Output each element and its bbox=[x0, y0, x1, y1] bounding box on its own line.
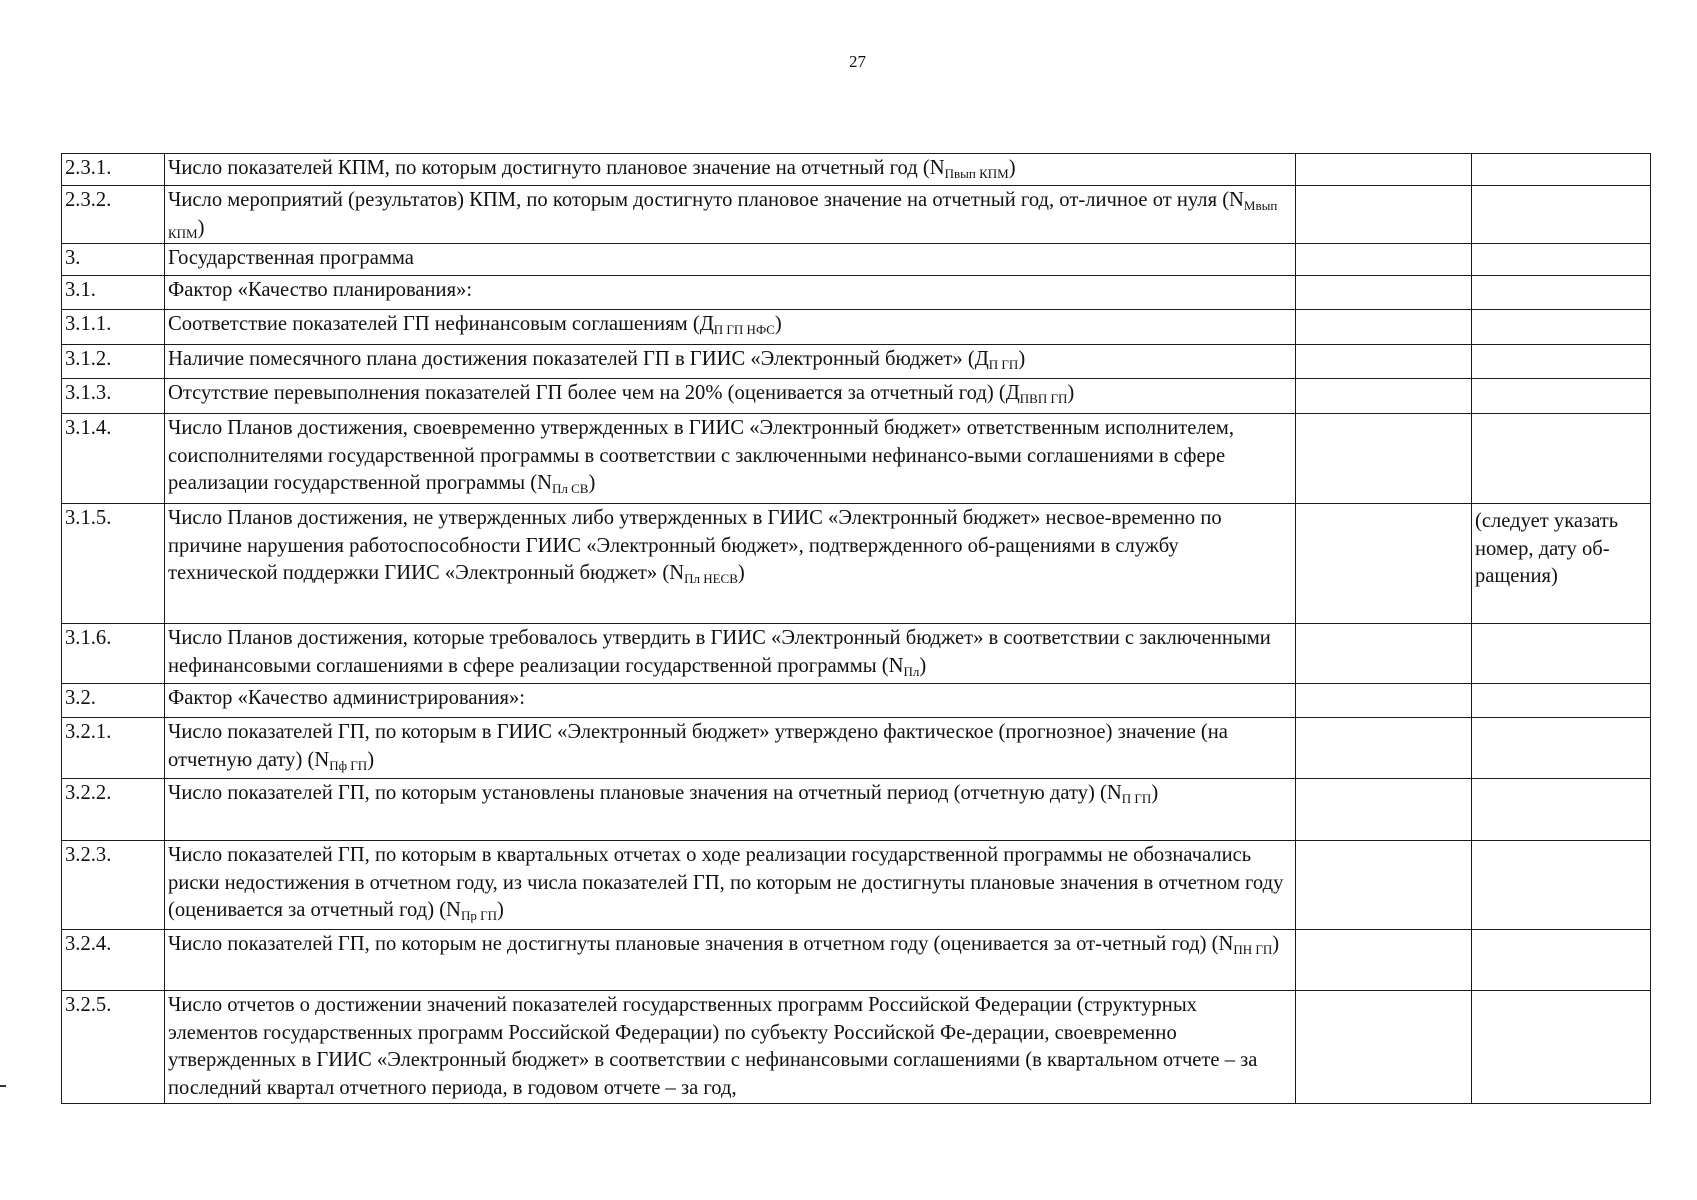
row-description: Фактор «Качество планирования»: bbox=[165, 276, 1296, 310]
row-description: Число Планов достижения, которые требовалось утвердить в ГИИС «Электронный бюджет» в соответствии с заключенными нефинансовыми соглашениями в сфере реализации государственной программы $(N_{Пл})$ bbox=[165, 624, 1296, 684]
value-cell bbox=[1296, 244, 1472, 276]
row-number: 3.1.5. bbox=[62, 504, 165, 624]
row-number: 3.1.1. bbox=[62, 310, 165, 345]
row-description: Государственная программа bbox=[165, 244, 1296, 276]
value-cell bbox=[1296, 276, 1472, 310]
table-row bbox=[62, 310, 1651, 345]
page-number: 27 bbox=[849, 52, 866, 71]
value-cell bbox=[1296, 930, 1472, 991]
row-number: 3.2.1. bbox=[62, 718, 165, 779]
value-cell bbox=[1296, 154, 1472, 186]
value-cell bbox=[1296, 310, 1472, 345]
table-row bbox=[62, 154, 1651, 186]
row-number: 3.1.2. bbox=[62, 345, 165, 379]
table-row bbox=[62, 779, 1651, 841]
note-cell bbox=[1472, 718, 1651, 779]
note-cell bbox=[1472, 414, 1651, 504]
row-number: 3.2.2. bbox=[62, 779, 165, 841]
value-cell bbox=[1296, 414, 1472, 504]
row-number: 3.1. bbox=[62, 276, 165, 310]
table-row bbox=[62, 276, 1651, 310]
value-cell bbox=[1296, 379, 1472, 414]
table-row bbox=[62, 718, 1651, 779]
value-cell bbox=[1296, 841, 1472, 930]
row-number: 3.2.4. bbox=[62, 930, 165, 991]
note-cell bbox=[1472, 991, 1651, 1104]
row-number: 3.2.5. bbox=[62, 991, 165, 1104]
row-description: Число Планов достижения, своевременно утвержденных в ГИИС «Электронный бюджет» ответственным исполнителем, соисполнителями государственной программы в соответствии с заключенными нефинансо-выми соглашениями в сфере реализации государственной программы $(N_{Пл СВ})$ bbox=[165, 414, 1296, 504]
table-row bbox=[62, 244, 1651, 276]
note-cell bbox=[1472, 276, 1651, 310]
note-cell bbox=[1472, 379, 1651, 414]
row-description: Число показателей КПМ, по которым достигнуто плановое значение на отчетный год $(N_{Пвып КПМ})$ bbox=[165, 154, 1296, 186]
note-cell bbox=[1472, 779, 1651, 841]
note-cell bbox=[1472, 186, 1651, 244]
value-cell bbox=[1296, 504, 1472, 624]
table-row bbox=[62, 930, 1651, 991]
note-cell bbox=[1472, 841, 1651, 930]
row-description: Отсутствие перевыполнения показателей ГП более чем на 20% (оценивается за отчетный год) $(Д_{ПВП ГП})$ bbox=[165, 379, 1296, 414]
row-description: Число Планов достижения, не утвержденных либо утвержденных в ГИИС «Электронный бюджет» несвое-временно по причине нарушения работоспособности ГИИС «Электронный бюджет», подтвержденного об-ращениями в службу технической поддержки ГИИС «Электронный бюджет» $(N_{Пл НЕСВ})$ bbox=[165, 504, 1296, 624]
note-cell bbox=[1472, 684, 1651, 718]
value-cell bbox=[1296, 718, 1472, 779]
row-description: Число показателей ГП, по которым в ГИИС «Электронный бюджет» утверждено фактическое (прогнозное) значение (на отчетную дату) $(N_{Пф ГП})$ bbox=[165, 718, 1296, 779]
row-number: 3.2. bbox=[62, 684, 165, 718]
table-row bbox=[62, 186, 1651, 244]
table-row bbox=[62, 504, 1651, 624]
row-description: Число показателей ГП, по которым не достигнуты плановые значения в отчетном году (оценивается за от-четный год) $(N_{ПН ГП})$ bbox=[165, 930, 1296, 991]
value-cell bbox=[1296, 991, 1472, 1104]
note-cell bbox=[1472, 930, 1651, 991]
row-number: 2.3.1. bbox=[62, 154, 165, 186]
row-number: 3.1.3. bbox=[62, 379, 165, 414]
note-cell bbox=[1472, 345, 1651, 379]
row-description: Соответствие показателей ГП нефинансовым соглашениям $(Д_{П ГП НФС})$ bbox=[165, 310, 1296, 345]
row-description: Наличие помесячного плана достижения показателей ГП в ГИИС «Электронный бюджет» $(Д_{П ГП})$ bbox=[165, 345, 1296, 379]
row-description: Число показателей ГП, по которым в квартальных отчетах о ходе реализации государственной программы не обозначались риски недостижения в отчетном году, из числа показателей ГП, по которым не достигнуты плановые значения в отчетном году (оценивается за отчетный год) $(N_{Пр ГП})$ bbox=[165, 841, 1296, 930]
note-cell bbox=[1472, 154, 1651, 186]
note-cell: (следует указать номер, дату об-ращения) bbox=[1472, 504, 1651, 624]
row-number: 3.1.4. bbox=[62, 414, 165, 504]
table-row bbox=[62, 684, 1651, 718]
value-cell bbox=[1296, 624, 1472, 684]
table-row bbox=[62, 345, 1651, 379]
note-cell bbox=[1472, 244, 1651, 276]
table-row bbox=[62, 379, 1651, 414]
value-cell bbox=[1296, 684, 1472, 718]
note-cell bbox=[1472, 310, 1651, 345]
table-row bbox=[62, 991, 1651, 1104]
row-number: 3. bbox=[62, 244, 165, 276]
row-number: 2.3.2. bbox=[62, 186, 165, 244]
row-number: 3.1.6. bbox=[62, 624, 165, 684]
table-row bbox=[62, 414, 1651, 504]
value-cell bbox=[1296, 186, 1472, 244]
indicator-table bbox=[61, 153, 1651, 1104]
value-cell bbox=[1296, 779, 1472, 841]
value-cell bbox=[1296, 345, 1472, 379]
row-number: 3.2.3. bbox=[62, 841, 165, 930]
margin-tick bbox=[0, 1085, 6, 1087]
table-row bbox=[62, 841, 1651, 930]
note-cell bbox=[1472, 624, 1651, 684]
row-description: Число мероприятий (результатов) КПМ, по которым достигнуто плановое значение на отчетный год, от-личное от нуля $(N_{Мвып КПМ})$ bbox=[165, 186, 1296, 244]
table-row bbox=[62, 624, 1651, 684]
row-description: Число показателей ГП, по которым установлены плановые значения на отчетный период (отчетную дату) $(N_{П ГП})$ bbox=[165, 779, 1296, 841]
row-description: Фактор «Качество администрирования»: bbox=[165, 684, 1296, 718]
row-description: Число отчетов о достижении значений показателей государственных программ Российской Федерации (структурных элементов государственных программ Российской Федерации) по субъекту Российской Фе-дерации, своевременно утвержденных в ГИИС «Электронный бюджет» в соответствии с нефинансовыми соглашениями (в квартальном отчете – за последний квартал отчетного периода, в годовом отчете – за год, bbox=[165, 991, 1296, 1104]
